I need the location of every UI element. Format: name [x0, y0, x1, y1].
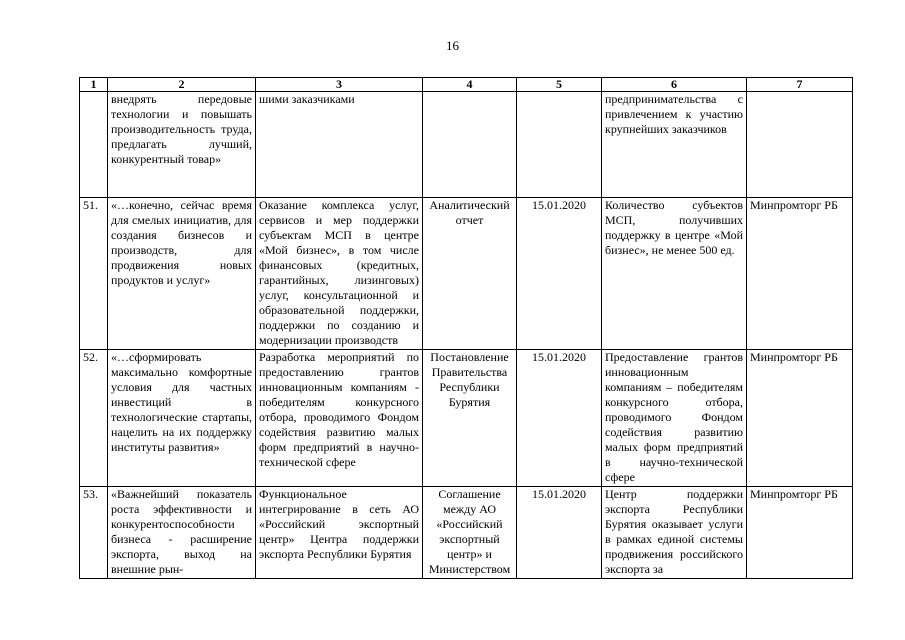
president-quote: внедрять передовые технологии и повышать производительность труда, предлагать лучший, конкурентный товар» [108, 92, 256, 198]
column-header: 4 [423, 78, 517, 92]
column-header: 5 [517, 78, 602, 92]
table-row [80, 487, 853, 579]
president-quote: «…конечно, сейчас время для смелых инициатив, для создания бизнесов и производств, для продвижения новых продуктов и услуг» [108, 198, 256, 350]
row-number: 51. [80, 198, 108, 350]
responsible: Минпромторг РБ [747, 487, 853, 579]
deadline: 15.01.2020 [517, 198, 602, 350]
responsible [747, 92, 853, 198]
row-number: 52. [80, 350, 108, 487]
row-number [80, 92, 108, 198]
document-type: Соглашение между АО «Российский экспортный центр» и Министерством [423, 487, 517, 579]
measure: Разработка мероприятий по предоставлению грантов инновационным компаниям - победителям конкурсного отбора, проводимого Фондом содействия развитию малых форм предприятий в научно-технической сфере [256, 350, 423, 487]
table-row [80, 350, 853, 487]
expected-result: предпринимательства с привлечением к участию крупнейших заказчиков [602, 92, 747, 198]
deadline: 15.01.2020 [517, 350, 602, 487]
column-header: 2 [108, 78, 256, 92]
column-header: 3 [256, 78, 423, 92]
deadline [517, 92, 602, 198]
column-header: 7 [747, 78, 853, 92]
page-number: 16 [446, 38, 459, 53]
expected-result: Предоставление грантов инновационным компаниям – победителям конкурсного отбора, проводимого Фондом содействия развитию малых форм предприятий в научно-технической сфере [602, 350, 747, 487]
column-header: 1 [80, 78, 108, 92]
row-number: 53. [80, 487, 108, 579]
deadline: 15.01.2020 [517, 487, 602, 579]
table-row [80, 92, 853, 198]
document-type [423, 92, 517, 198]
expected-result: Количество субъектов МСП, получивших поддержку в центре «Мой бизнес», не менее 500 ед. [602, 198, 747, 350]
table-row [80, 198, 853, 350]
measures-table [79, 77, 853, 579]
responsible: Минпромторг РБ [747, 198, 853, 350]
responsible: Минпромторг РБ [747, 350, 853, 487]
table-header-row [80, 78, 853, 92]
document-type: Постановление Правительства Республики Бурятия [423, 350, 517, 487]
president-quote: «Важнейший показатель роста эффективности и конкурентоспособности бизнеса - расширение экспорта, выход на внешние рын- [108, 487, 256, 579]
measure: Функциональное интегрирование в сеть АО «Российский экспортный центр» Центра поддержки экспорта Республики Бурятия [256, 487, 423, 579]
president-quote: «…сформировать максимально комфортные условия для частных инвестиций в технологические стартапы, нацелить на их поддержку институты развития» [108, 350, 256, 487]
measure: Оказание комплекса услуг, сервисов и мер поддержки субъектам МСП в центре «Мой бизнес», в том числе финансовых (кредитных, гарантийных, лизинговых) услуг, консультационной и образовательной поддержки, поддержки по созданию и модернизации производств [256, 198, 423, 350]
document-type: Аналитический отчет [423, 198, 517, 350]
measure: шими заказчиками [256, 92, 423, 198]
expected-result: Центр поддержки экспорта Республики Бурятия оказывает услуги в рамках единой системы продвижения российского экспорта за [602, 487, 747, 579]
column-header: 6 [602, 78, 747, 92]
